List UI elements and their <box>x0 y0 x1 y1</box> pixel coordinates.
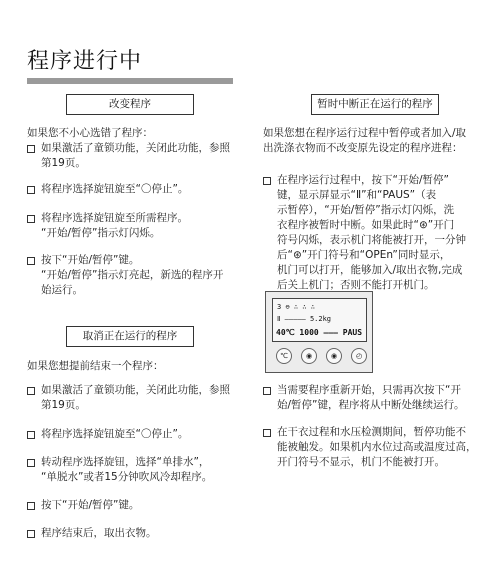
checkbox-icon <box>27 145 35 153</box>
checkbox-icon <box>27 257 35 265</box>
checkbox-icon <box>27 459 35 467</box>
lcd-line-1: 3 ⊖ ∴ ∴ ∴ <box>277 303 315 311</box>
checkbox-icon <box>27 530 35 538</box>
option-button-icon: ◉ <box>301 348 317 364</box>
pause-bullet-3: 在干衣过程和水压检测期间，暂停功能不 能被触发。如果机内水位过高或温度过高， 开门符号不显示，机门不能被打开。 <box>263 425 491 470</box>
cancel-bullet-4: 按下“开始/暂停”键。 <box>27 498 242 513</box>
change-bullet-1: 如果激活了童锁功能，关闭此功能，参照 第19页。 <box>27 141 242 171</box>
change-bullet-4: 按下“开始/暂停”键。 <box>27 253 242 268</box>
checkbox-icon <box>27 186 35 194</box>
cancel-intro: 如果您想提前结束一个程序： <box>27 360 164 372</box>
pause-bullet-2: 当需要程序重新开始，只需再次按下“开 始/暂停”键，程序将从中断处继续运行。 <box>263 383 491 413</box>
change-bullet-2: 将程序选择旋钮旋至“〇停止”。 <box>27 182 242 197</box>
change-intro: 如果您不小心选错了程序： <box>27 127 153 139</box>
checkbox-icon <box>263 387 271 395</box>
lcd-line-2: Ⅱ ――――― 5.2kg <box>277 315 332 323</box>
page-title: 程序进行中 <box>27 49 143 74</box>
cancel-bullet-2: 将程序选择旋钮旋至“〇停止”。 <box>27 427 242 442</box>
control-panel-illustration <box>265 291 373 373</box>
cancel-bullet-3: 转动程序选择旋钮，选择“单排水”， “单脱水”或者15分钟吹风冷却程序。 <box>27 455 242 485</box>
checkbox-icon <box>27 215 35 223</box>
checkbox-icon <box>27 387 35 395</box>
pause-intro: 如果您想在程序运行过程中暂停或者加入/取 出洗涤衣物而不改变原先设定的程序进程： <box>263 127 467 154</box>
change-bullet-3: 将程序选择旋钮旋至所需程序。 <box>27 211 242 226</box>
cancel-program-header: 取消正在运行的程序 <box>66 326 194 347</box>
change-program-header: 改变程序 <box>66 94 194 115</box>
checkbox-icon <box>27 502 35 510</box>
option-button-icon: ◉ <box>326 348 342 364</box>
lcd-display <box>272 298 367 342</box>
checkbox-icon <box>263 177 271 185</box>
change-note-1: “开始/暂停”指示灯闪烁。 <box>41 227 161 239</box>
lcd-line-3: 40℃ 1000 ‒‒‒ PAUS <box>276 328 363 337</box>
cancel-bullet-5: 程序结束后，取出衣物。 <box>27 526 242 541</box>
temperature-button-icon: ℃ <box>276 348 292 364</box>
delay-button-icon: ◴ <box>351 348 367 364</box>
title-rule <box>27 78 233 84</box>
pause-program-header: 暂时中断正在运行的程序 <box>311 94 439 115</box>
cancel-bullet-1: 如果激活了童锁功能，关闭此功能，参照 第19页。 <box>27 383 242 413</box>
checkbox-icon <box>263 429 271 437</box>
pause-bullet-1: 在程序运行过程中，按下“开始/暂停” 键，显示屏显示“Ⅱ”和“PAUS”（表 示暂停），“开始/暂停”指示灯闪烁，洗 衣程序被暂时中断。如果此时“⊛”开门 符号闪烁，表示机门将能被打开，一分钟 后“⊛”开门符号和“OPEn”同时显示， 机门可以打开，能够加入/取出衣物,完成 后关上机门；否则不能打开机门。 <box>263 173 491 293</box>
checkbox-icon <box>27 431 35 439</box>
change-note-2: “开始/暂停”指示灯亮起，新选的程序开 始运行。 <box>41 269 224 296</box>
